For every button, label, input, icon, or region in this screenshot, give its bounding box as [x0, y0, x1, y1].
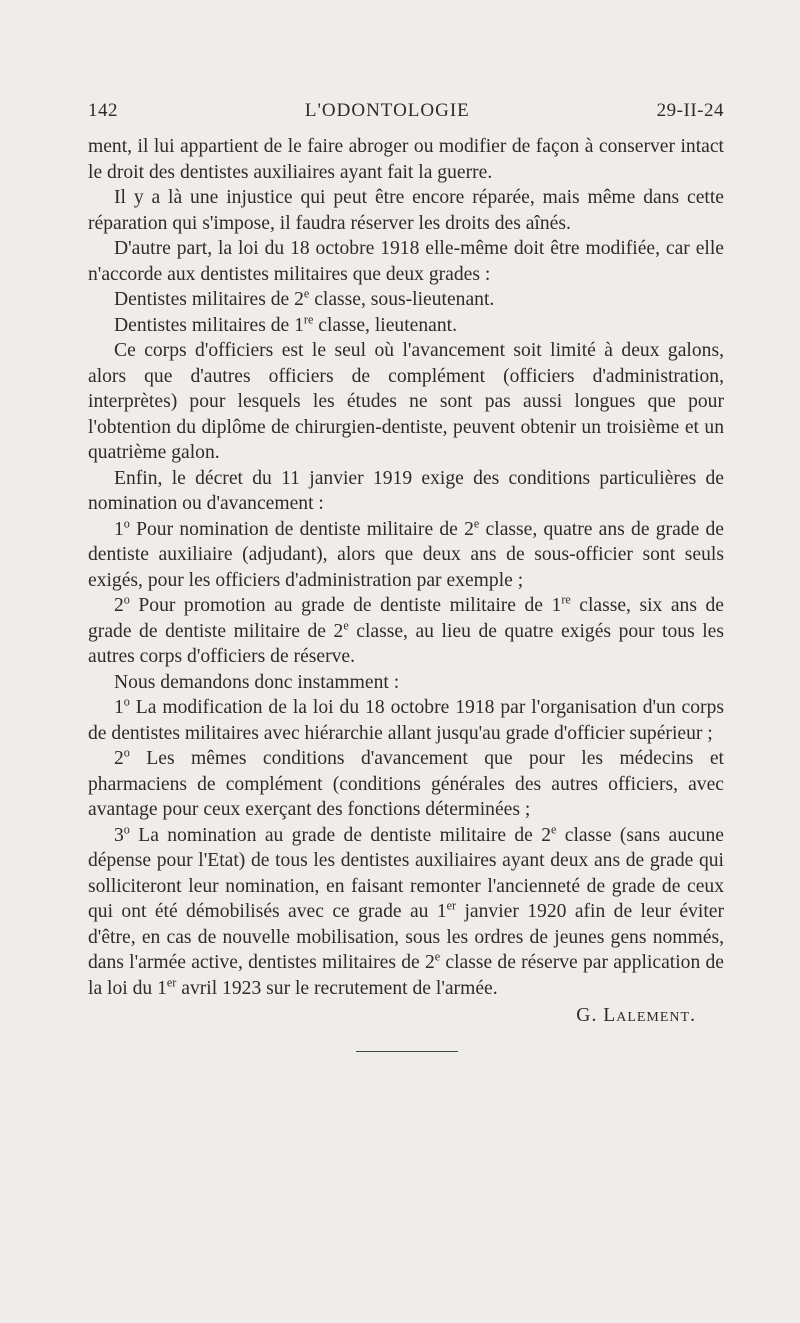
text-run: classe, lieutenant.: [313, 314, 457, 336]
page-number: 142: [88, 100, 118, 121]
paragraph-3: [88, 236, 724, 287]
text-run: La nomination au grade de dentiste militaire de 2: [129, 824, 552, 846]
author-name: G. Lalement.: [576, 1005, 696, 1026]
text-run: Il y a là une injustice qui peut être encore réparée, mais même dans cette réparation qui s'impose, il faudra réserver les droits des aînés.: [88, 187, 724, 234]
text-run: classe, quatre ans de grade de dentiste auxiliaire (adjudant), alors que deux ans de sous-officier sont seuls exigés, pour les officiers d'administration par exemple ;: [88, 518, 724, 591]
paragraph-8: [88, 517, 724, 594]
paragraph-7: [88, 466, 724, 517]
text-run: 3: [114, 824, 124, 846]
author-signature: [88, 1003, 724, 1029]
text-run: 1: [114, 697, 124, 718]
document-page: [88, 100, 724, 1052]
text-run: Pour promotion au grade de dentiste militaire de 1: [129, 595, 562, 616]
superscript: o: [123, 821, 130, 836]
text-run: Dentistes militaires de 1: [114, 314, 304, 336]
text-run: classe, au lieu de quatre exigés pour tous les autres corps d'officiers de réserve.: [88, 620, 724, 667]
text-run: classe, sous-lieutenant.: [309, 289, 495, 310]
superscript: re: [561, 592, 571, 607]
superscript: e: [434, 949, 441, 964]
text-run: 2: [114, 595, 124, 616]
running-header: [88, 100, 724, 126]
text-run: avril 1923 sur le recrutement de l'armée.: [176, 977, 498, 999]
superscript: re: [303, 311, 314, 326]
text-run: Pour nomination de dentiste militaire de 2: [129, 518, 474, 540]
text-run: La modification de la loi du 18 octobre 1918 par l'organisation d'un corps de dentistes militaires avec hiérarchie allant jusqu'au grade d'officier supérieur ;: [88, 697, 724, 744]
superscript: e: [343, 617, 349, 632]
paragraph-13: [88, 823, 724, 1002]
paragraph-5: [88, 313, 724, 339]
text-run: D'autre part, la loi du 18 octobre 1918 elle-même doit être modifiée, car elle n'accorde aux dentistes militaires que deux grades :: [88, 238, 724, 285]
paragraph-6: [88, 338, 724, 466]
superscript: o: [123, 694, 130, 709]
text-run: ment, il lui appartient de le faire abroger ou modifier de façon à conserver intact le droit des dentistes auxiliaires ayant fait la guerre.: [88, 136, 724, 183]
superscript: o: [123, 745, 130, 760]
text-run: classe, six ans de grade de dentiste militaire de 2: [88, 595, 724, 642]
text-run: Ce corps d'officiers est le seul où l'avancement soit limité à deux galons, alors que d'autres officiers de complément (officiers d'administration, interprètes) pour lesquels les études ne sont pas aussi longues que pour l'obtention du diplôme de chirurgien-dentiste, peuvent obtenir un troisième et un quatrième galon.: [88, 340, 724, 463]
end-rule: [356, 1051, 458, 1052]
text-run: Enfin, le décret du 11 janvier 1919 exige des conditions particulières de nomination ou d'avancement :: [88, 467, 724, 514]
paragraph-1: [88, 134, 724, 185]
text-run: Dentistes militaires de 2: [114, 289, 304, 310]
superscript: o: [123, 592, 130, 607]
issue-date: 29-II-24: [656, 100, 724, 121]
superscript: e: [473, 515, 480, 530]
paragraph-4: [88, 287, 724, 313]
superscript: er: [446, 898, 457, 913]
text-run: 2: [114, 748, 124, 769]
superscript: er: [166, 974, 177, 989]
paragraph-12: [88, 746, 724, 823]
text-run: classe de réserve par application de la loi du 1: [88, 952, 725, 999]
article-body: [88, 134, 724, 1001]
text-run: classe (sans aucune dépense pour l'Etat) de tous les dentistes auxiliaires ayant deux ans de grade qui solliciteront leur nomination, en faisant remonter l'ancienneté de grade de ceux qui ont été démobilisés avec ce grade au 1: [88, 824, 724, 922]
text-run: janvier 1920 afin de leur éviter d'être, en cas de nouvelle mobilisation, sous les ordres de jeunes gens nommés, dans l'armée active, dentistes militaires de 2: [88, 901, 724, 973]
superscript: o: [123, 515, 130, 530]
superscript: e: [551, 821, 557, 836]
text-run: Nous demandons donc instamment :: [114, 671, 400, 693]
paragraph-11: [88, 695, 724, 746]
journal-title: L'ODONTOLOGIE: [304, 100, 470, 121]
text-run: Les mêmes conditions d'avancement que pour les médecins et pharmaciens de complément (conditions générales des autres officiers, avec avantage pour ceux exerçant des fonctions déterminées ;: [88, 748, 724, 820]
text-run: 1: [114, 518, 124, 540]
superscript: e: [303, 286, 310, 301]
paragraph-10: [88, 670, 724, 696]
paragraph-2: [88, 185, 724, 236]
paragraph-9: [88, 593, 724, 670]
